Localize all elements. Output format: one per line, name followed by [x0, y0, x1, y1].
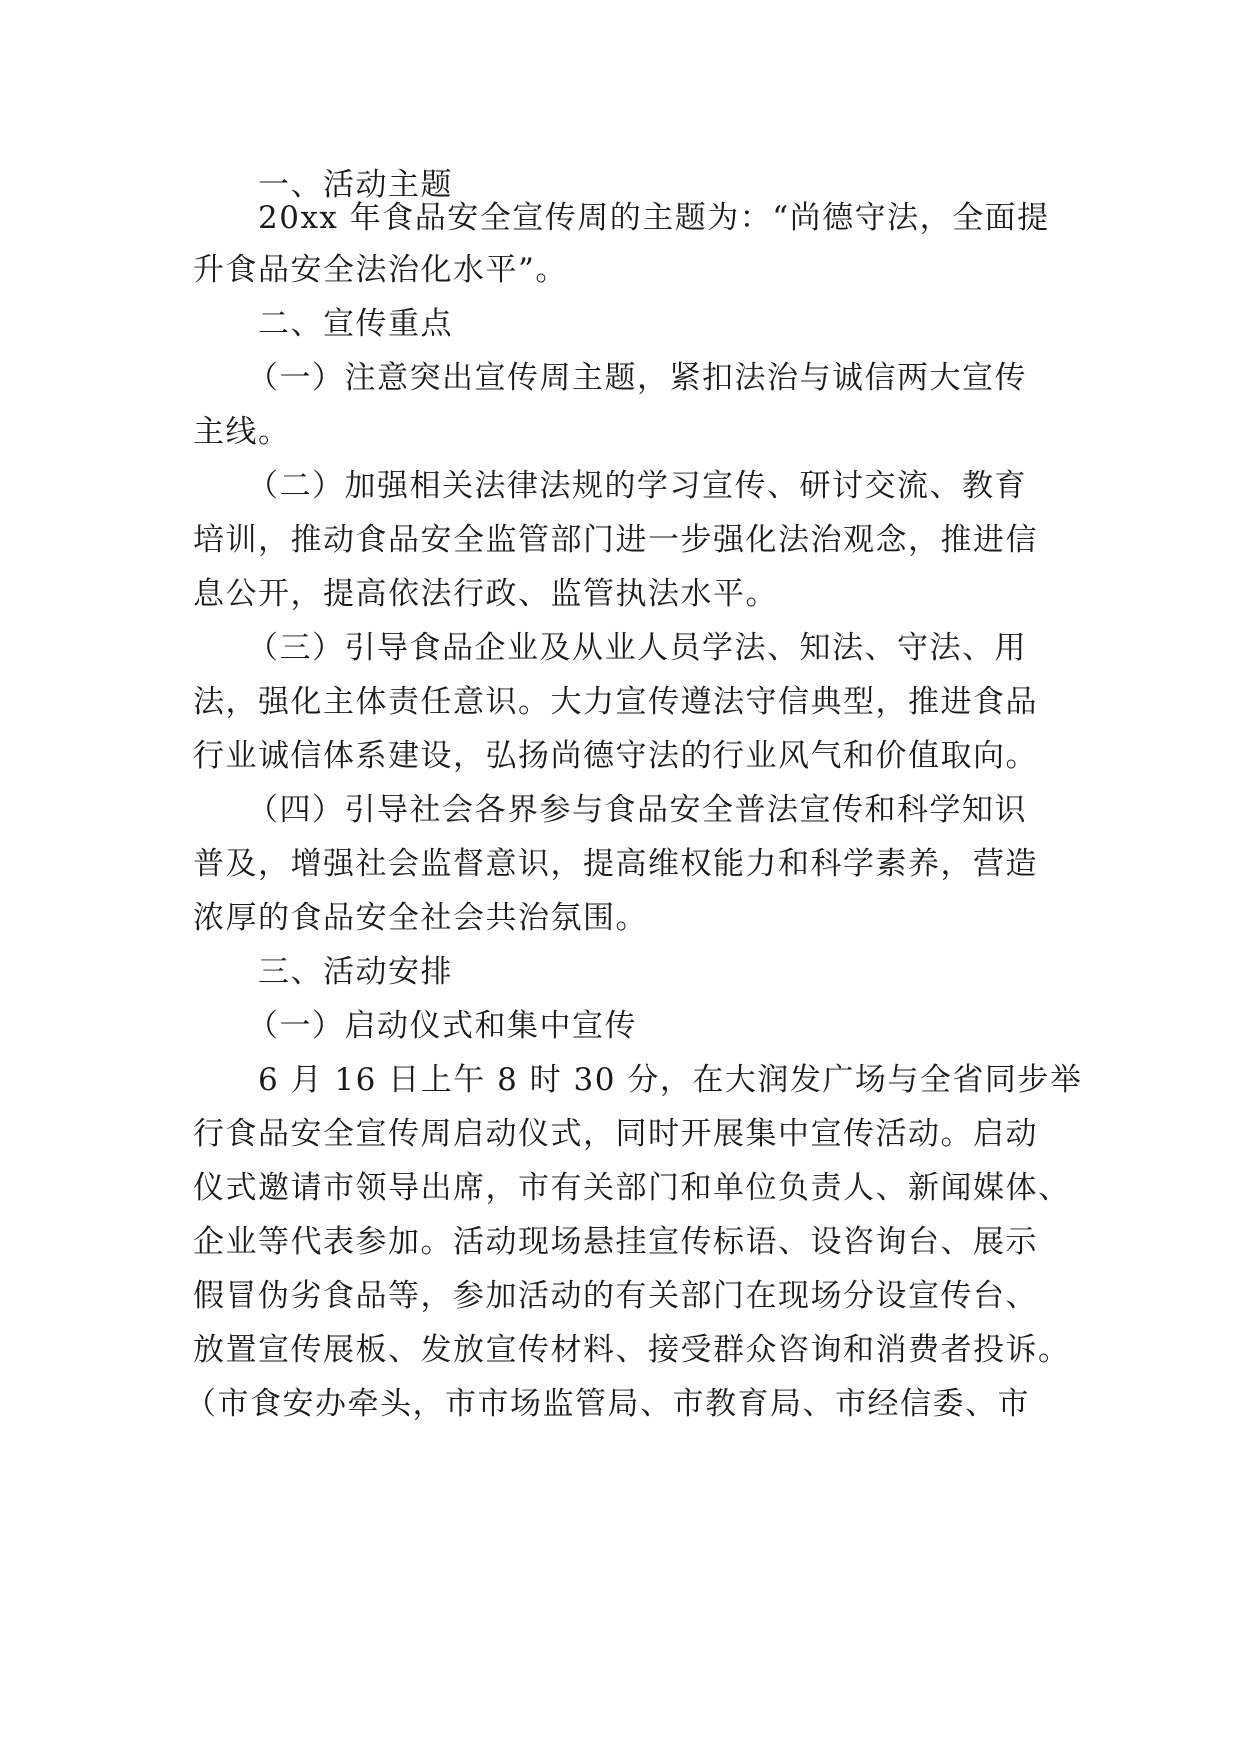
paragraph-line: 浓厚的食品安全社会共治氛围。 — [193, 900, 648, 936]
subsection-heading-launch-ceremony: （一）启动仪式和集中宣传 — [247, 1008, 637, 1044]
paragraph-line: 放置宣传展板、发放宣传材料、接受群众咨询和消费者投诉。 — [193, 1332, 1071, 1368]
paragraph-line: 息公开，提高依法行政、监管执法水平。 — [193, 576, 778, 612]
paragraph-line: 仪式邀请市领导出席，市有关部门和单位负责人、新闻媒体、 — [193, 1170, 1071, 1206]
paragraph-line: （一）注意突出宣传周主题，紧扣法治与诚信两大宣传 — [247, 360, 1027, 396]
paragraph-line: 升食品安全法治化水平”。 — [193, 252, 568, 288]
paragraph-line: （二）加强相关法律法规的学习宣传、研讨交流、教育 — [247, 468, 1027, 504]
paragraph-line: （三）引导食品企业及从业人员学法、知法、守法、用 — [247, 630, 1027, 666]
paragraph-line: 普及，增强社会监督意识，提高维权能力和科学素养，营造 — [193, 846, 1038, 882]
paragraph-line: 行食品安全宣传周启动仪式，同时开展集中宣传活动。启动 — [193, 1116, 1038, 1152]
paragraph-line: 培训，推动食品安全监管部门进一步强化法治观念，推进信 — [193, 522, 1038, 558]
paragraph-line: （市食安办牵头，市市场监管局、市教育局、市经信委、市 — [185, 1386, 1030, 1422]
paragraph-line: 6 月 16 日上午 8 时 30 分，在大润发广场与全省同步举 — [258, 1062, 1083, 1098]
section-heading-publicity-focus: 二、宣传重点 — [258, 306, 453, 342]
paragraph-line: 企业等代表参加。活动现场悬挂宣传标语、设咨询台、展示 — [193, 1224, 1038, 1260]
paragraph-line: 主线。 — [193, 414, 291, 450]
paragraph-line: 行业诚信体系建设，弘扬尚德守法的行业风气和价值取向。 — [193, 738, 1038, 774]
paragraph-line: （四）引导社会各界参与食品安全普法宣传和科学知识 — [247, 792, 1027, 828]
paragraph-line: 假冒伪劣食品等，参加活动的有关部门在现场分设宣传台、 — [193, 1278, 1038, 1314]
section-heading-activity-theme: 一、活动主题 — [258, 167, 453, 203]
section-heading-activity-arrangement: 三、活动安排 — [258, 954, 453, 990]
paragraph-line: 法，强化主体责任意识。大力宣传遵法守信典型，推进食品 — [193, 684, 1038, 720]
paragraph-line: 20xx 年食品安全宣传周的主题为：“尚德守法，全面提 — [258, 200, 1050, 236]
